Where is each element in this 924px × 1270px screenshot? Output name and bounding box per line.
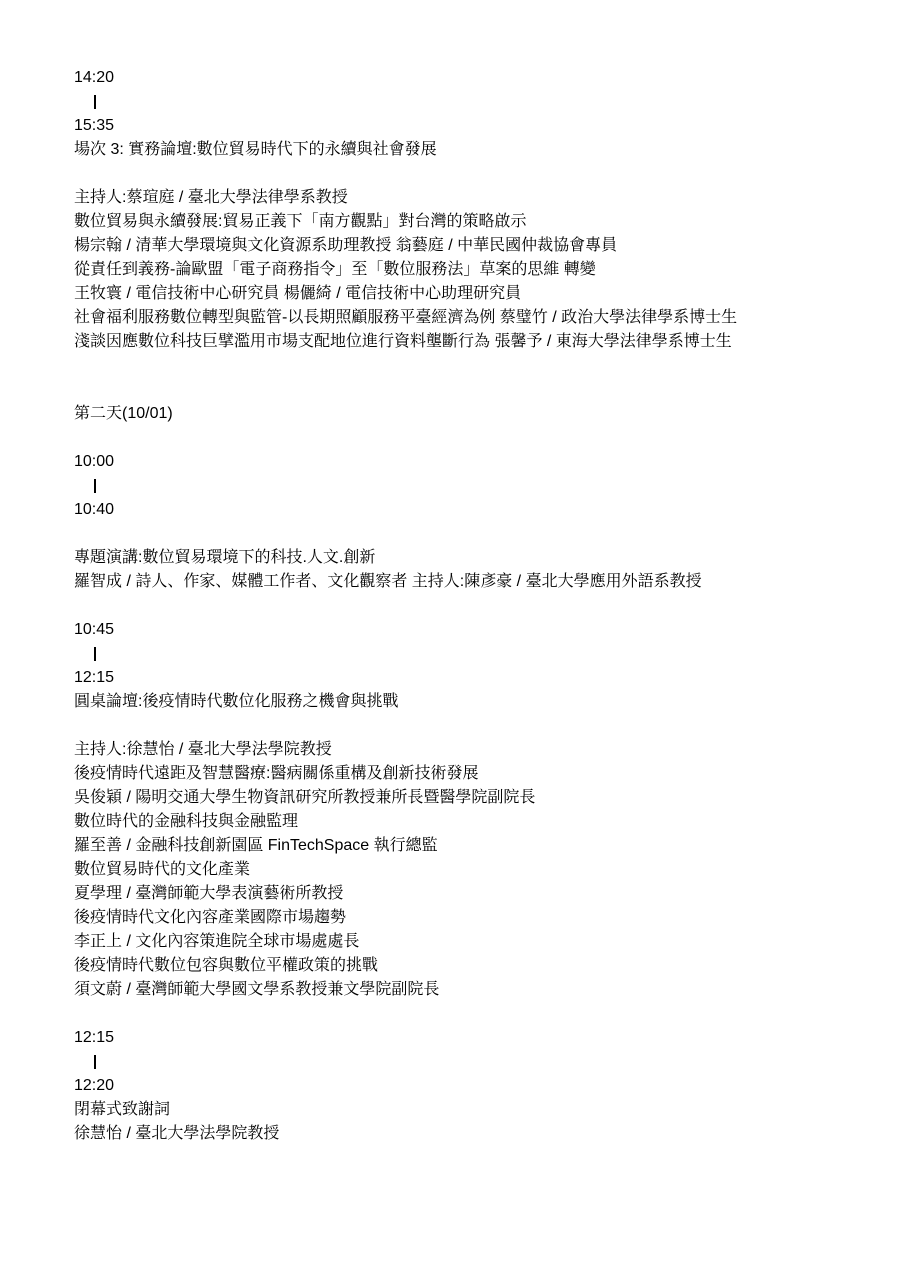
roundtable-line: 後疫情時代遠距及智慧醫療:醫病關係重構及創新技術發展 xyxy=(74,765,479,782)
session-3-line: 淺談因應數位科技巨擘濫用市場支配地位進行資料壟斷行為 張馨予 / 東海大學法律學系博士生 xyxy=(74,333,732,350)
keynote-title: 專題演講:數位貿易環境下的科技.人文.創新 xyxy=(74,549,376,566)
time-range-divider xyxy=(94,479,96,493)
roundtable-block xyxy=(74,618,854,1002)
closing-time-start: 12:15 xyxy=(74,1029,115,1046)
time-range-divider xyxy=(94,1055,96,1069)
session-3-block xyxy=(74,66,854,354)
roundtable-line: 數位貿易時代的文化產業 xyxy=(74,861,251,878)
session-3-line: 王牧寰 / 電信技術中心研究員 楊儷綺 / 電信技術中心助理研究員 xyxy=(74,285,522,302)
roundtable-time-start: 10:45 xyxy=(74,621,115,638)
keynote-speaker: 羅智成 / 詩人、作家、媒體工作者、文化觀察者 主持人:陳彥豪 / 臺北大學應用外語系教授 xyxy=(74,573,702,590)
roundtable-time-end: 12:15 xyxy=(74,669,115,686)
roundtable-line: 數位時代的金融科技與金融監理 xyxy=(74,813,299,830)
roundtable-title: 圓桌論壇:後疫情時代數位化服務之機會與挑戰 xyxy=(74,693,399,710)
session-3-line: 社會福利服務數位轉型與監管-以長期照顧服務平臺經濟為例 蔡璧竹 / 政治大學法律學系博士生 xyxy=(74,309,738,326)
closing-title: 閉幕式致謝詞 xyxy=(74,1101,171,1118)
roundtable-line: 吳俊穎 / 陽明交通大學生物資訊研究所教授兼所長暨醫學院副院長 xyxy=(74,789,536,806)
closing-block xyxy=(74,1026,854,1146)
keynote-time-start: 10:00 xyxy=(74,453,115,470)
session-3-line: 數位貿易與永續發展:貿易正義下「南方觀點」對台灣的策略啟示 xyxy=(74,213,527,230)
closing-speaker: 徐慧怡 / 臺北大學法學院教授 xyxy=(74,1125,280,1142)
roundtable-line: 後疫情時代文化內容產業國際市場趨勢 xyxy=(74,909,347,926)
document-page xyxy=(74,66,854,1146)
session-3-moderator: 主持人:蔡瑄庭 / 臺北大學法律學系教授 xyxy=(74,189,348,206)
roundtable-line: 李正上 / 文化內容策進院全球市場處處長 xyxy=(74,933,360,950)
session-3-title: 場次 3: 實務論壇:數位貿易時代下的永續與社會發展 xyxy=(74,141,437,158)
keynote-time-end: 10:40 xyxy=(74,501,115,518)
roundtable-line: 後疫情時代數位包容與數位平權政策的挑戰 xyxy=(74,957,379,974)
time-range-divider xyxy=(94,95,96,109)
day-2-heading: 第二天(10/01) xyxy=(74,405,173,422)
roundtable-line: 夏學理 / 臺灣師範大學表演藝術所教授 xyxy=(74,885,344,902)
roundtable-line: 須文蔚 / 臺灣師範大學國文學系教授兼文學院副院長 xyxy=(74,981,440,998)
roundtable-line: 羅至善 / 金融科技創新園區 FinTechSpace 執行總監 xyxy=(74,837,438,854)
session-3-time-start: 14:20 xyxy=(74,69,115,86)
time-range-divider xyxy=(94,647,96,661)
session-3-line: 楊宗翰 / 清華大學環境與文化資源系助理教授 翁藝庭 / 中華民國仲裁協會專員 xyxy=(74,237,618,254)
roundtable-moderator: 主持人:徐慧怡 / 臺北大學法學院教授 xyxy=(74,741,332,758)
session-3-line: 從責任到義務-論歐盟「電子商務指令」至「數位服務法」草案的思維 轉變 xyxy=(74,261,596,278)
session-3-time-end: 15:35 xyxy=(74,117,115,134)
keynote-block xyxy=(74,450,854,594)
closing-time-end: 12:20 xyxy=(74,1077,115,1094)
